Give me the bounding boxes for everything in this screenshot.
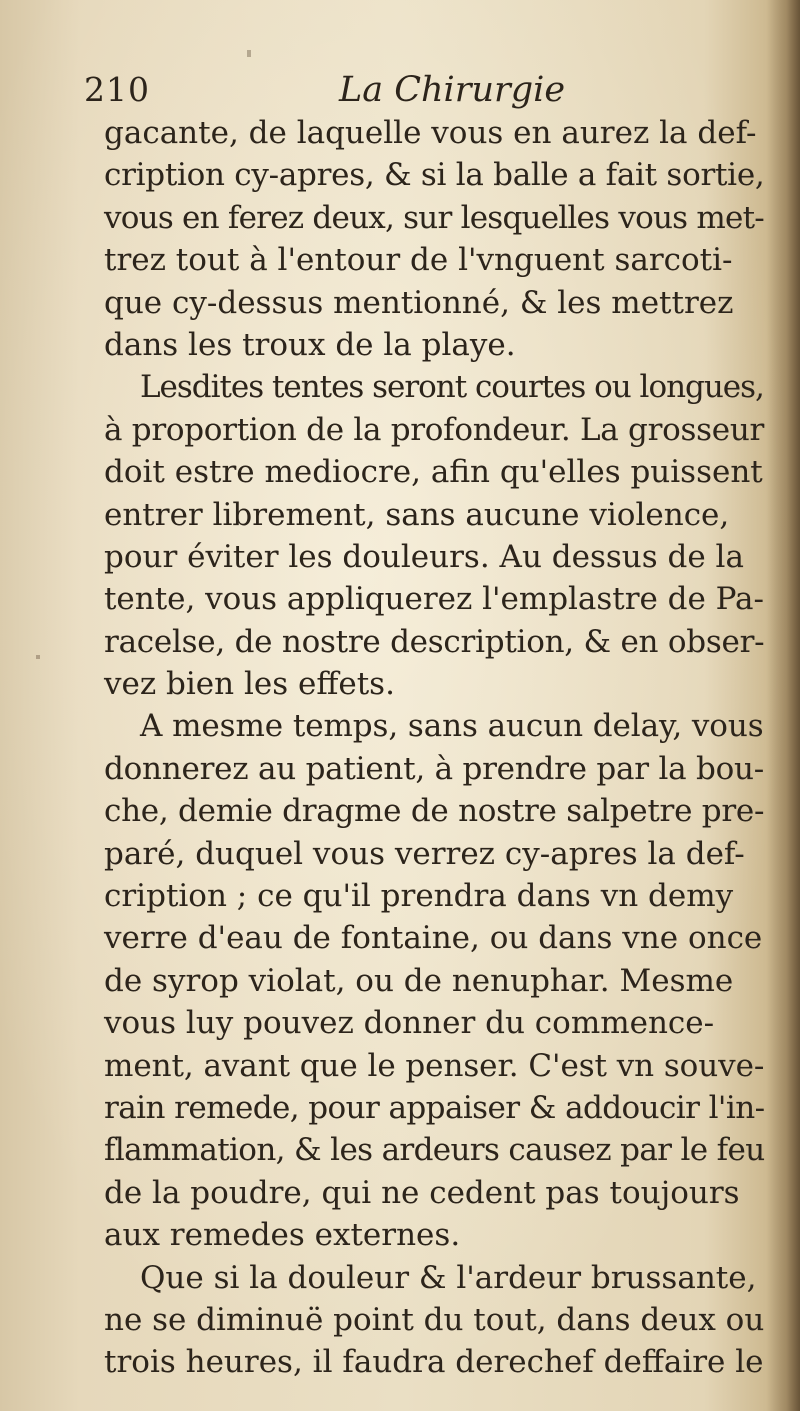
ink-speck [247,50,251,57]
text-line: donnerez au patient, à prendre par la bou- [104,750,764,787]
page-number: 210 [84,70,150,109]
text-line: rain remede, pour appaiser & addoucir l'in- [104,1089,765,1126]
text-line: ment, avant que le penser. C'est vn souve- [104,1047,765,1084]
text-line: cription cy-apres, & si la balle a fait sortie, [104,157,765,194]
text-line: gacante, de laquelle vous en aurez la def- [104,115,757,151]
text-line: trois heures, il faudra derechef deffaire le [104,1344,764,1381]
text-line: de la poudre, qui ne cedent pas toujours [104,1174,740,1211]
text-line: vous luy pouvez donner du commence- [104,1005,715,1042]
text-line: paré, duquel vous verrez cy-apres la def- [104,835,745,872]
text-line: ne se diminuë point du tout, dans deux ou [104,1301,765,1338]
text-line: cription ; ce qu'il prendra dans vn demy [104,878,734,915]
text-line: doit estre mediocre, afin qu'elles puissent [104,454,763,491]
text-line: verre d'eau de fontaine, ou dans vne once [104,920,763,957]
body-text [104,112,764,1384]
text-line: entrer librement, sans aucune violence, [104,496,730,533]
text-line: tente, vous appliquerez l'emplastre de Pa- [104,581,764,618]
text-line: flammation, & les ardeurs causez par le feu [104,1132,765,1169]
text-line: Que si la douleur & l'ardeur brussante, [140,1259,757,1296]
text-line: vez bien les effets. [104,666,395,703]
text-line: pour éviter les douleurs. Au dessus de la [104,538,744,575]
text-line: à proportion de la profondeur. La grosseur [104,411,765,448]
text-line: trez tout à l'entour de l'vnguent sarcoti- [104,242,733,279]
text-line: dans les troux de la playe. [104,326,516,363]
text-line: que cy-dessus mentionné, & les mettrez [104,284,734,321]
text-line: de syrop violat, ou de nenuphar. Mesme [104,962,734,999]
text-line: Lesdites tentes seront courtes ou longues, [140,369,764,406]
text-line: racelse, de nostre description, & en obser- [104,623,765,660]
running-title: La Chirurgie [339,70,566,110]
ink-speck [36,655,40,659]
text-line: che, demie dragme de nostre salpetre pre- [104,793,765,830]
text-line: vous en ferez deux, sur lesquelles vous met- [104,199,764,236]
text-line: A mesme temps, sans aucun delay, vous [140,708,764,745]
running-head [84,66,724,114]
text-line: aux remedes externes. [104,1217,461,1254]
page-edge-shadow [766,0,800,1411]
